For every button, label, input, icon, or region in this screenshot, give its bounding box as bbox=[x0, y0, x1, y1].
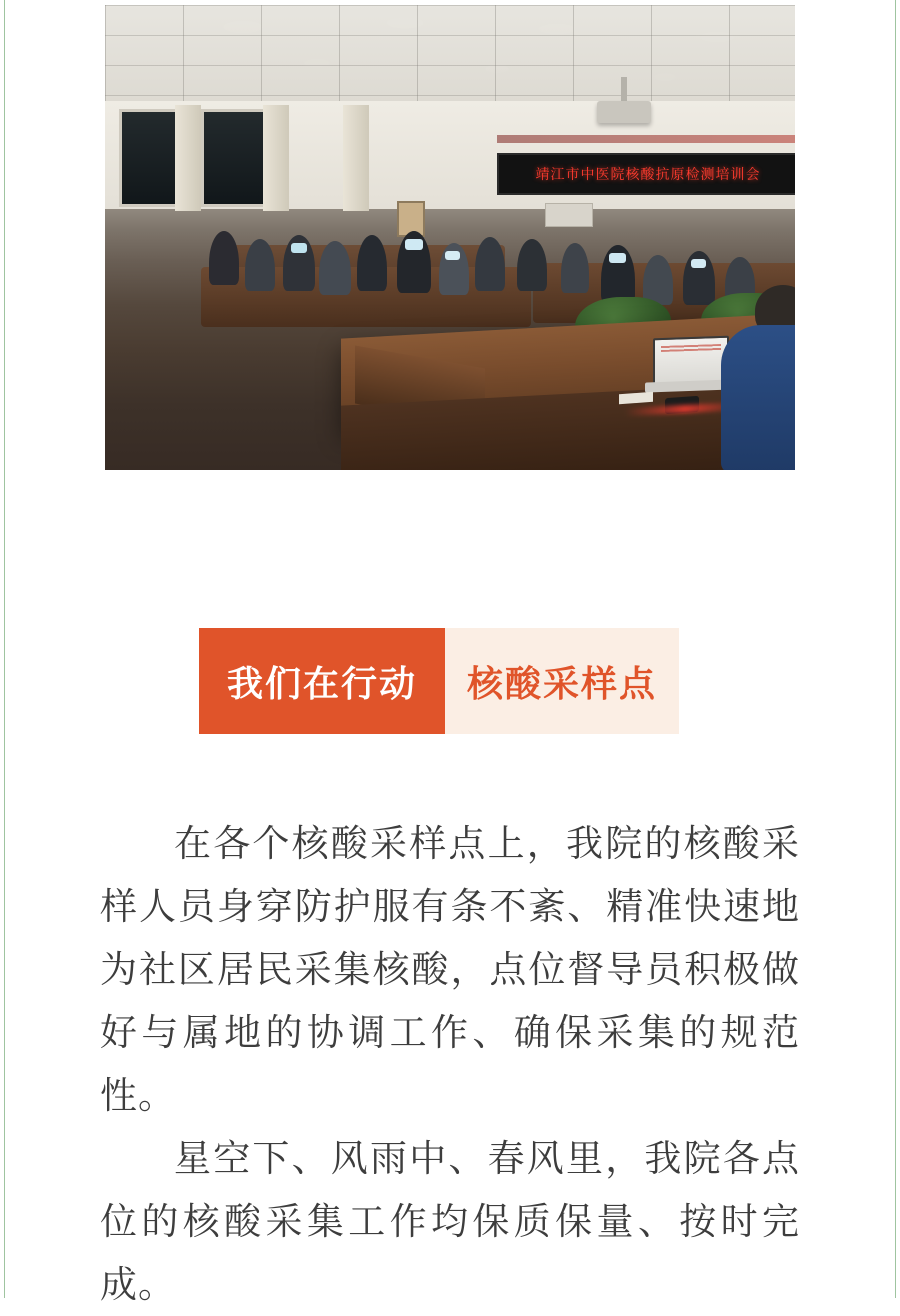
face-mask bbox=[291, 243, 307, 253]
photo-scene bbox=[105, 5, 795, 470]
face-mask bbox=[691, 259, 706, 268]
wall-panel bbox=[545, 203, 593, 227]
attendee bbox=[561, 243, 589, 293]
attendee bbox=[209, 231, 239, 285]
ceiling-grid bbox=[105, 5, 795, 103]
presenter-body bbox=[721, 325, 795, 470]
article-body bbox=[100, 812, 800, 1316]
face-mask bbox=[445, 251, 460, 260]
face-mask bbox=[609, 253, 626, 263]
headline-secondary-chip: 核酸采样点 bbox=[445, 628, 679, 734]
article-paragraph-2: 星空下、风雨中、春风里，我院各点位的核酸采集工作均保质保量、按时完成。 bbox=[100, 1137, 800, 1306]
led-banner bbox=[497, 153, 795, 195]
face-mask bbox=[405, 239, 423, 250]
projector-mount bbox=[621, 77, 627, 103]
curtain-1 bbox=[175, 105, 201, 211]
attendee bbox=[357, 235, 387, 291]
wall-strip bbox=[497, 135, 795, 143]
article-paragraph-1: 在各个核酸采样点上，我院的核酸采样人员身穿防护服有条不紊、精准快速地为社区居民采集核酸，点位督导员积极做好与属地的协调工作、确保采集的规范性。 bbox=[100, 822, 800, 1117]
headline-primary-chip: 我们在行动 bbox=[199, 628, 445, 734]
window-right bbox=[201, 109, 269, 207]
attendee bbox=[517, 239, 547, 291]
led-banner-text: 靖江市中医院核酸抗原检测培训会 bbox=[535, 167, 761, 183]
curtain-2 bbox=[263, 105, 289, 211]
projector bbox=[597, 101, 651, 123]
training-meeting-photo bbox=[105, 5, 795, 470]
curtain-3 bbox=[343, 105, 369, 211]
section-headline bbox=[199, 628, 679, 734]
